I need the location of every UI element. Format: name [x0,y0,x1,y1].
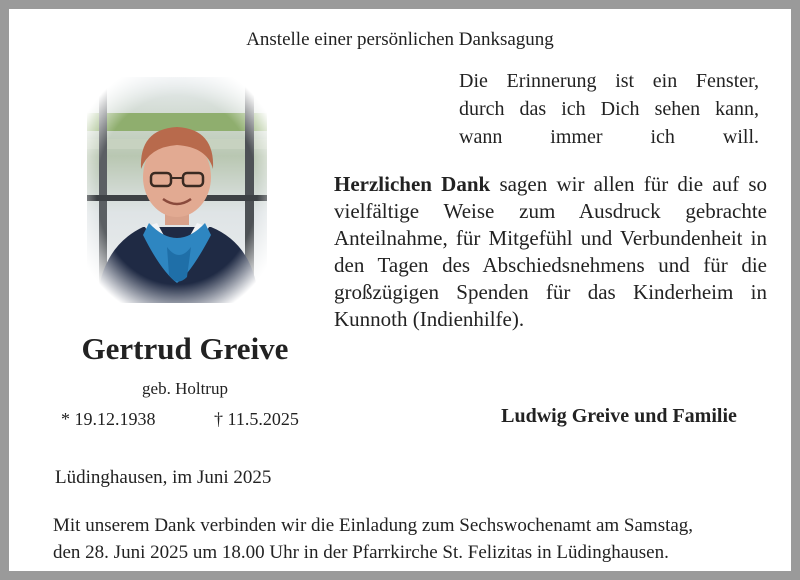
quote-line: durch das ich Dich sehen kann, [459,98,759,120]
birth-name: geb. Holtrup [142,379,228,398]
invitation-text [53,512,773,566]
thank-you-bold: Herzlichen Dank [334,172,491,196]
family-signature: Ludwig Greive und Familie [501,405,737,427]
birth-date: * 19.12.1938 [61,409,156,429]
death-date: † 11.5.2025 [214,409,299,429]
quote-line: Die Erinnerung ist ein Fenster, [459,70,759,92]
invitation-line: den 28. Juni 2025 um 18.00 Uhr in der Pfarrkirche St. Felizitas in Lüdinghausen. [53,542,669,563]
portrait-photo [87,77,267,303]
thank-you-body: sagen wir allen für die auf so vielfältige Weise zum Ausdruck gebrachte Anteilnahme, für Mitgefühl und Verbundenheit in den Tagen des Abschiedsnehmens und für die großzügigen Spenden für das Kinderheim in Kunnoth (Indienhilfe). [334,172,767,331]
place-date: Lüdinghausen, im Juni 2025 [55,467,272,488]
quote-line: wann immer ich will. [459,126,759,148]
card-heading: Anstelle einer persönlichen Danksagung [246,29,554,50]
thank-you-text [334,171,767,333]
deceased-name: Gertrud Greive [81,331,289,366]
memorial-quote [459,67,759,151]
invitation-line: Mit unserem Dank verbinden wir die Einladung zum Sechswochenamt am Samstag, [53,515,694,536]
